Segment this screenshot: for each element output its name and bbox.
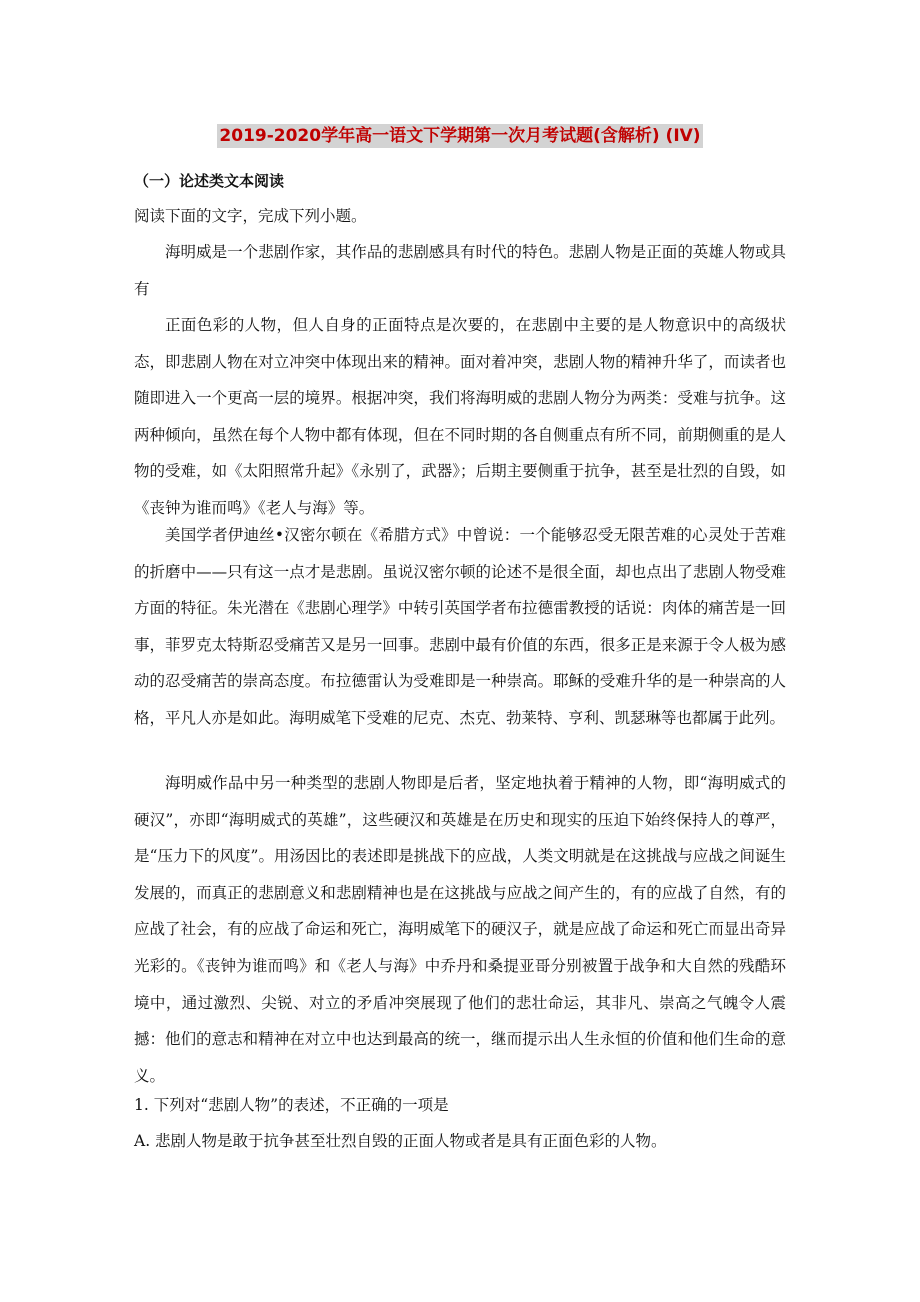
paragraph-3: 美国学者伊迪丝•汉密尔顿在《希腊方式》中曾说：一个能够忍受无限苦难的心灵处于苦难的折磨中——只有这一点才是悲剧。虽说汉密尔顿的论述不是很全面，却也点出了悲剧人物受难方面的特征。朱光潜在《悲剧心理学》中转引英国学者布拉德雷教授的话说：肉体的痛苦是一回事，菲罗克太特斯忍受痛苦又是另一回事。悲剧中最有价值的东西，很多正是来源于令人极为感动的忍受痛苦的崇高态度。布拉德雷认为受难即是一种崇高。耶稣的受难升华的是一种崇高的人格，平凡人亦是如此。海明威笔下受难的尼克、杰克、勃莱特、亨利、凯瑟琳等也都属于此列。	[134, 526, 786, 727]
section-heading: （一）论述类文本阅读	[134, 172, 285, 190]
question-1: 1. 下列对“悲剧人物”的表述，不正确的一项是	[134, 1096, 449, 1114]
paragraph-1: 海明威是一个悲剧作家，其作品的悲剧感具有时代的特色。悲剧人物是正面的英雄人物或具有	[134, 243, 786, 298]
option-a: A. 悲剧人物是敢于抗争甚至壮烈自毁的正面人物或者是具有正面色彩的人物。	[134, 1132, 667, 1150]
reading-instruction: 阅读下面的文字，完成下列小题。	[134, 207, 367, 225]
paragraph-2: 正面色彩的人物，但人自身的正面特点是次要的，在悲剧中主要的是人物意识中的高级状态，即悲剧人物在对立冲突中体现出来的精神。面对着冲突，悲剧人物的精神升华了，而读者也随即进入一个更高一层的境界。根据冲突，我们将海明威的悲剧人物分为两类：受难与抗争。这两种倾向，虽然在每个人物中都有体现，但在不同时期的各自侧重点有所不同，前期侧重的是人物的受难，如《太阳照常升起》《永别了，武器》；后期主要侧重于抗争，甚至是壮烈的自毁，如《丧钟为谁而鸣》《老人与海》等。	[134, 316, 786, 517]
title-container	[0, 124, 920, 148]
paragraph-4: 海明威作品中另一种类型的悲剧人物即是后者，坚定地执着于精神的人物，即“海明威式的硬汉”，亦即“海明威式的英雄”，这些硬汉和英雄是在历史和现实的压迫下始终保持人的尊严，是“压力下的风度”。用汤因比的表述即是挑战下的应战，人类文明就是在这挑战与应战之间诞生发展的，而真正的悲剧意义和悲剧精神也是在这挑战与应战之间产生的，有的应战了自然，有的应战了社会，有的应战了命运和死亡，海明威笔下的硬汉子，就是应战了命运和死亡而显出奇异光彩的。《丧钟为谁而鸣》和《老人与海》中乔丹和桑提亚哥分别被置于战争和大自然的残酷环境中，通过激烈、尖锐、对立的矛盾冲突展现了他们的悲壮命运，其非凡、崇高之气魄令人震撼：他们的意志和精神在对立中也达到最高的统一，继而提示出人生永恒的价值和他们生命的意义。	[134, 774, 786, 1085]
document-title: 2019-2020学年高一语文下学期第一次月考试题(含解析) (IV)	[219, 126, 701, 146]
